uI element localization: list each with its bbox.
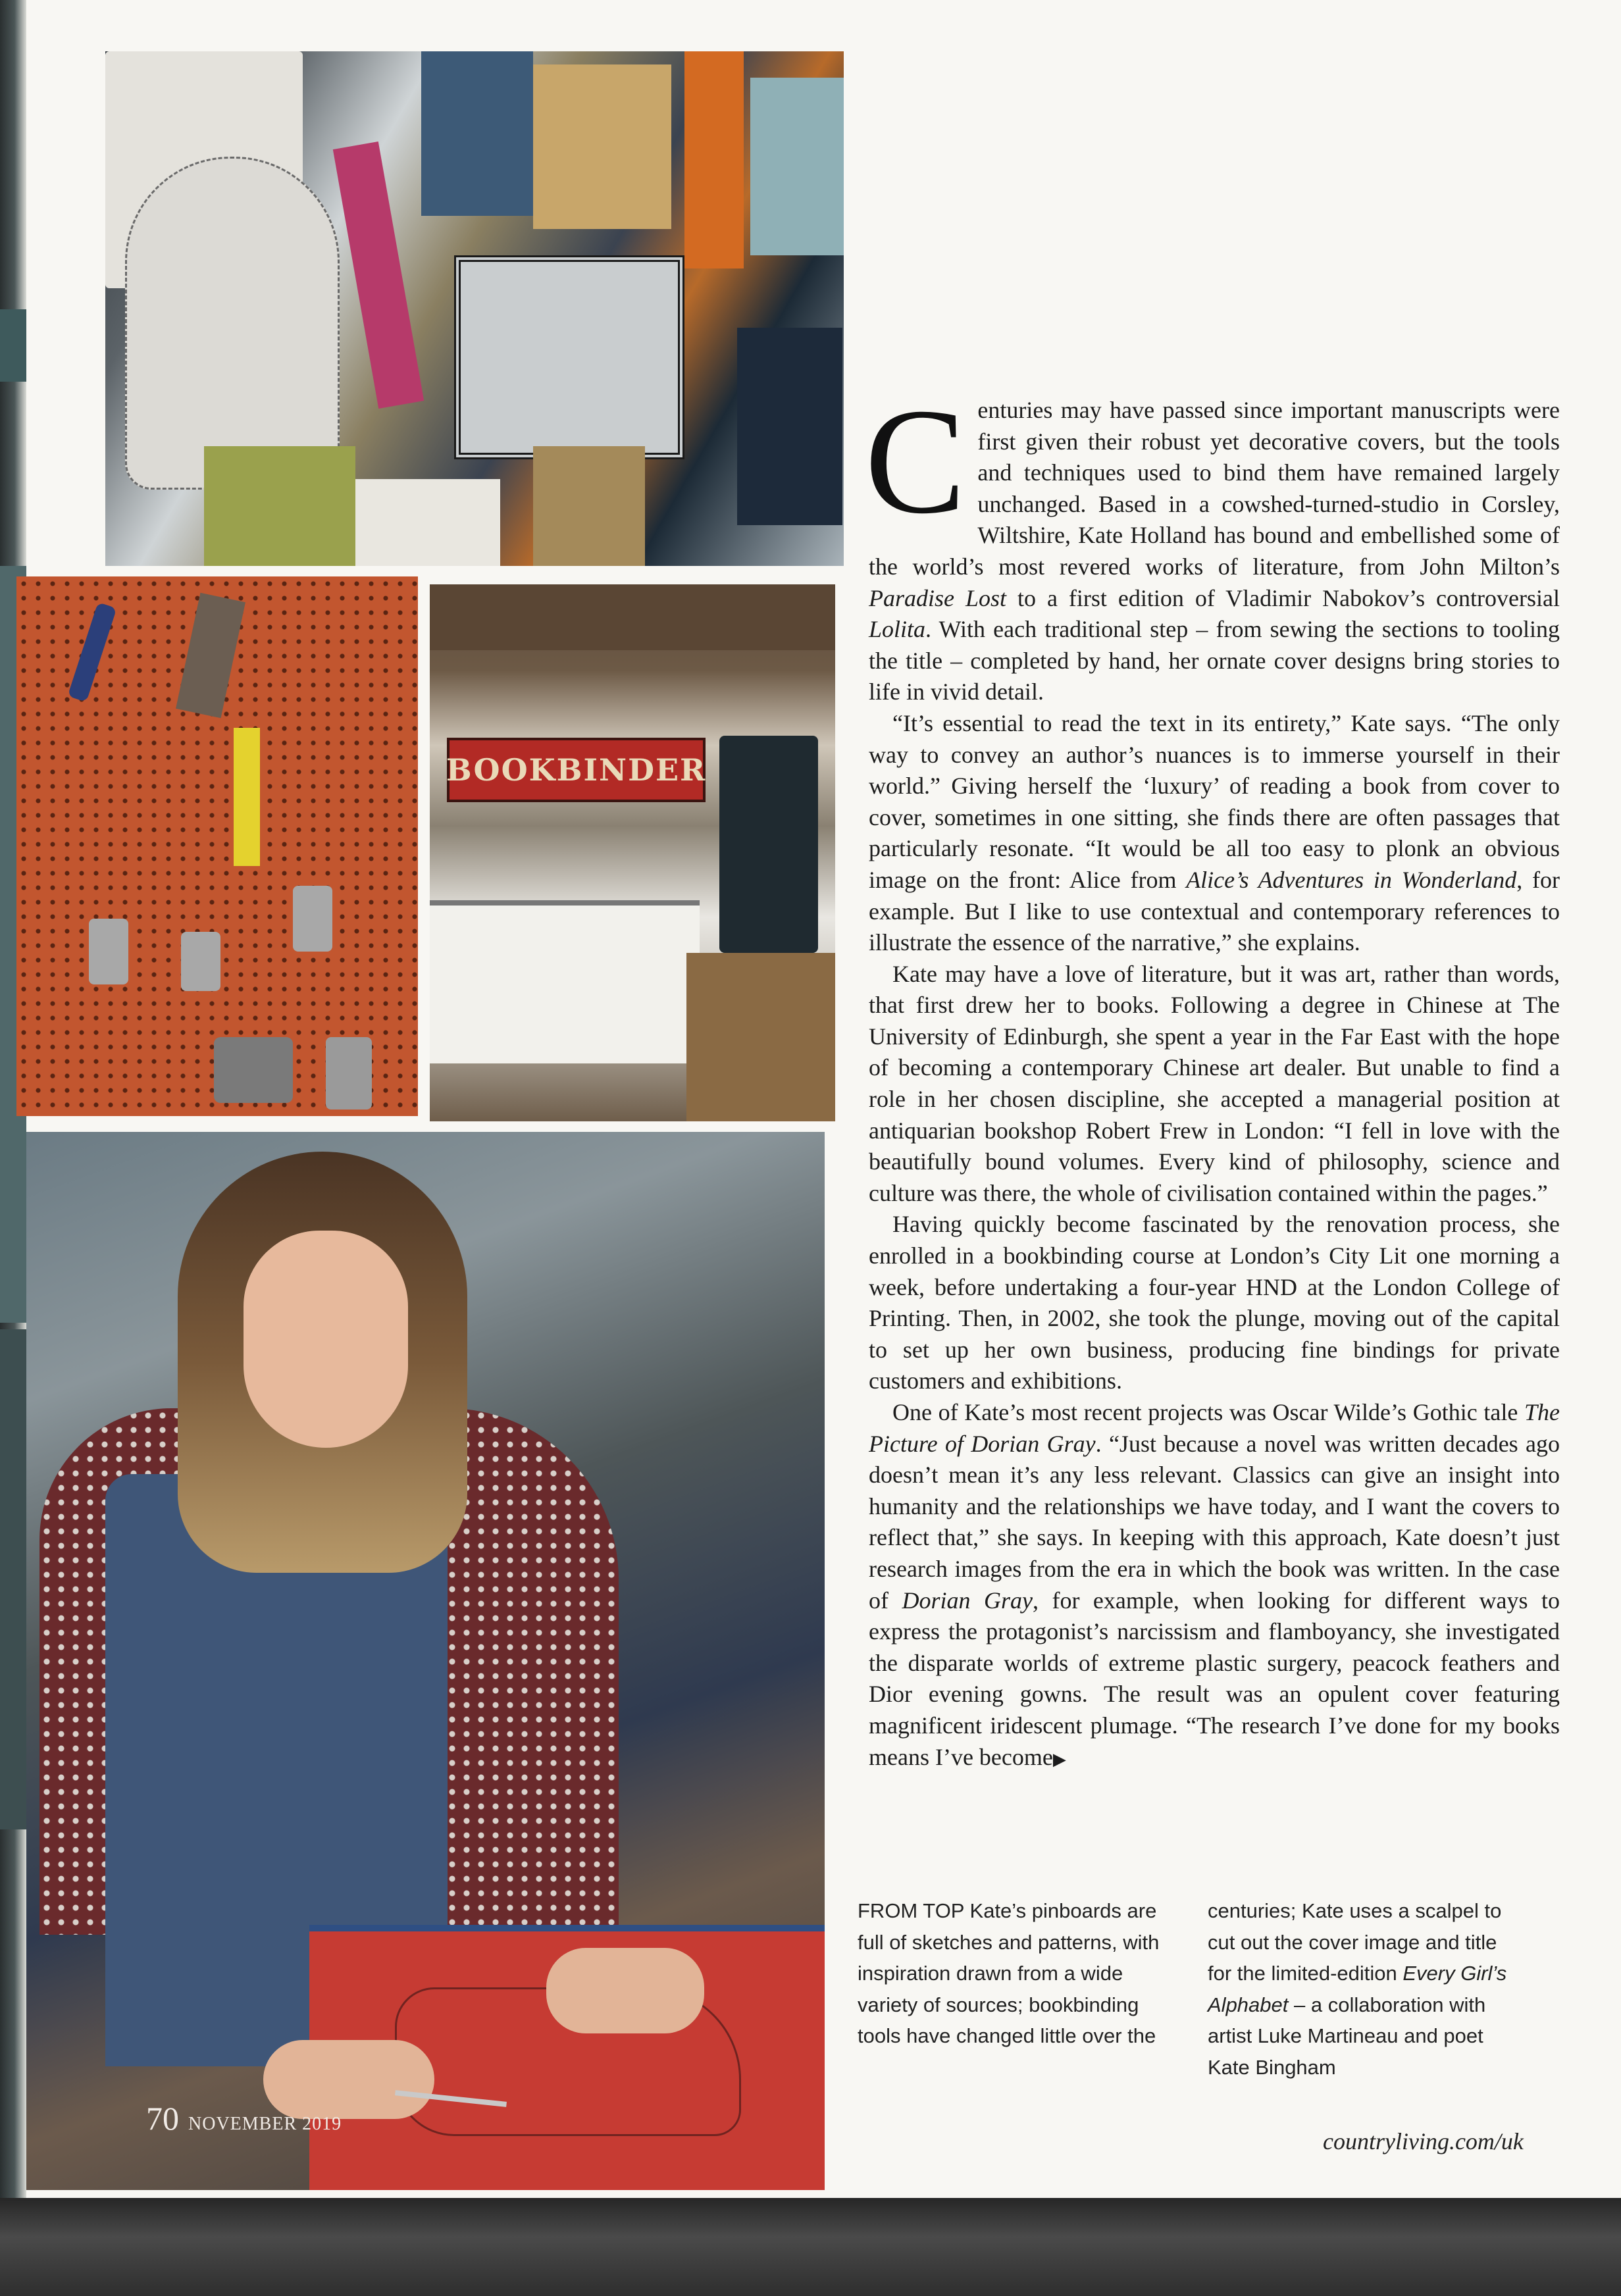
- right-hand: [546, 1948, 704, 2033]
- pinboard-brown-card: [533, 446, 645, 566]
- text-run: , for example. But I like to use contextual and contemporary references to illustrate the essence of the narrative,” she explains.: [869, 866, 1560, 956]
- page-number: 70: [146, 2100, 179, 2137]
- pinboard-orange-strip: [684, 51, 744, 268]
- pinboard-feather-sketch: [125, 157, 340, 490]
- article-paragraph: [869, 708, 1560, 959]
- tool-pot-icon: [89, 919, 128, 984]
- text-run: , for example, when looking for different ways to express the protagonist’s narcissism and flamboyancy, she investigated the disparate worlds of extreme plastic surgery, peacock feathers and Dior evening gowns. The result was an opulent cover featuring magnificent iridescent plumage. “The research I’ve done for my books means I’ve become: [869, 1587, 1560, 1770]
- article-paragraph: [869, 1397, 1560, 1775]
- studio-drawers: [686, 953, 835, 1121]
- book-title: Alice’s Adventures in Wonderland: [1186, 866, 1517, 893]
- studio-interior-photo: [430, 584, 835, 1121]
- pinboard-photo: [105, 51, 844, 566]
- website-url: countryliving.com/uk: [1323, 2128, 1524, 2155]
- pinboard-green-paper: [204, 446, 355, 566]
- text-run: enturies may have passed since important manuscripts were first given their robust yet decorative covers, but the tools and techniques used to bind them have remained largely unchanged. Based in a cowshed-turned-studio in Corsley, Wiltshire, Kate Holland has bound and embellished some of the world’s most revered works of literature, from John Milton’s: [869, 397, 1560, 580]
- article-paragraph: Kate may have a love of literature, but it was art, rather than words, that first drew her to books. Following a degree in Chinese at The University of Edinburgh, she spent a year in the Far East with the hope of becoming a contemporary Chinese art dealer. But unable to find a role in her chosen discipline, she accepted a managerial position at antiquarian bookshop Robert Frew in London: “I fell in love with the beautifully bound volumes. Every kind of philosophy, science and culture was there, the whole of civilisation contained within the pages.”: [869, 960, 1560, 1206]
- pegboard-tools-photo: [16, 576, 418, 1116]
- photo-caption-left: FROM TOP Kate’s pinboards are full of sketches and patterns, with inspiration drawn from a wide variety of sources; bookbinding tools have changed little over the: [858, 1899, 1160, 2047]
- pinboard-frame-drawing: [454, 255, 684, 459]
- pinboard-white-sketch: [355, 479, 500, 566]
- pinboard-ochre-card: [533, 64, 671, 229]
- text-run: . “Just because a novel was written decades ago doesn’t mean it’s any less relevant. Classics can give an insight into humanity and the relationships we have today, and I want the covers to reflect that,” she says. In keeping with this approach, Kate doesn’t just research images from the era in which the book was written. In the case of: [869, 1430, 1560, 1614]
- studio-cabinets: [430, 900, 700, 1063]
- tool-pot-icon: [293, 886, 332, 952]
- edge-panel: [0, 309, 26, 382]
- book-press: [719, 736, 818, 953]
- pinboard-dark-card: [737, 328, 842, 525]
- bookbinder-sign: BOOKBINDER: [447, 738, 706, 802]
- pinboard-pink-strip: [333, 141, 424, 409]
- tool-handle-icon: [176, 593, 245, 719]
- tool-pot-icon: [181, 932, 220, 991]
- text-run: – a collaboration with artist Luke Martineau and poet Kate Bingham: [1208, 1993, 1486, 2079]
- article-paragraph: Having quickly become fascinated by the renovation process, she enrolled in a bookbinding course at London’s City Lit one morning a week, before undertaking a four-year HND at the London College of Printing. Then, in 2002, she took the plunge, moving out of the capital to set up her own business, producing fine bindings for private customers and exhibitions.: [869, 1211, 1560, 1394]
- book-title: Dorian Gray: [902, 1587, 1033, 1614]
- edge-panel: [0, 1329, 26, 1829]
- pinboard-teal-card: [750, 78, 844, 255]
- article-paragraph: [865, 377, 1560, 708]
- spirit-level-icon: [234, 728, 260, 866]
- pinboard-blue-card: [421, 51, 533, 216]
- text-run: “It’s essential to read the text in its entirety,” Kate says. “The only way to convey an author’s nuances is to immerse yourself in their world.” Giving herself the ‘luxury’ of reading a book from cover to cover, sometimes in one sitting, she finds there are often passages that particularly resonate. “It would be all too easy to plonk an obvious image on the front: Alice from: [869, 709, 1560, 893]
- drop-cap: C: [865, 377, 966, 545]
- text-run: to a first edition of Vladimir Nabokov’s controversial: [1006, 584, 1560, 611]
- book-title: Lolita: [869, 616, 926, 643]
- book-title: Paradise Lost: [869, 584, 1006, 611]
- book-title: The Picture of Dorian Gray: [869, 1399, 1560, 1457]
- continue-arrow-icon: ▶: [1052, 1749, 1066, 1770]
- page-folio: [146, 2099, 342, 2137]
- article-body: [865, 377, 1560, 1775]
- tool-pot-icon: [326, 1037, 372, 1110]
- tool-pot-icon: [214, 1037, 293, 1103]
- book-title: Every Girl’s Alphabet: [1208, 1962, 1507, 2016]
- kate-working-photo: [26, 1132, 825, 2190]
- photo-caption-right: [1208, 1895, 1517, 2083]
- issue-month: NOVEMBER 2019: [188, 2114, 342, 2134]
- text-run: One of Kate’s most recent projects was Oscar Wilde’s Gothic tale: [892, 1399, 1524, 1425]
- studio-beam: [430, 584, 835, 650]
- text-run: centuries; Kate uses a scalpel to cut out the cover image and title for the limited-edition: [1208, 1899, 1502, 1985]
- text-run: . With each traditional step – from sewing the sections to tooling the title – completed by hand, her ornate cover designs bring stories to life in vivid detail.: [869, 616, 1560, 705]
- pliers-icon: [68, 602, 117, 702]
- kate-face: [244, 1231, 408, 1448]
- scan-bottom-shadow: [0, 2198, 1621, 2296]
